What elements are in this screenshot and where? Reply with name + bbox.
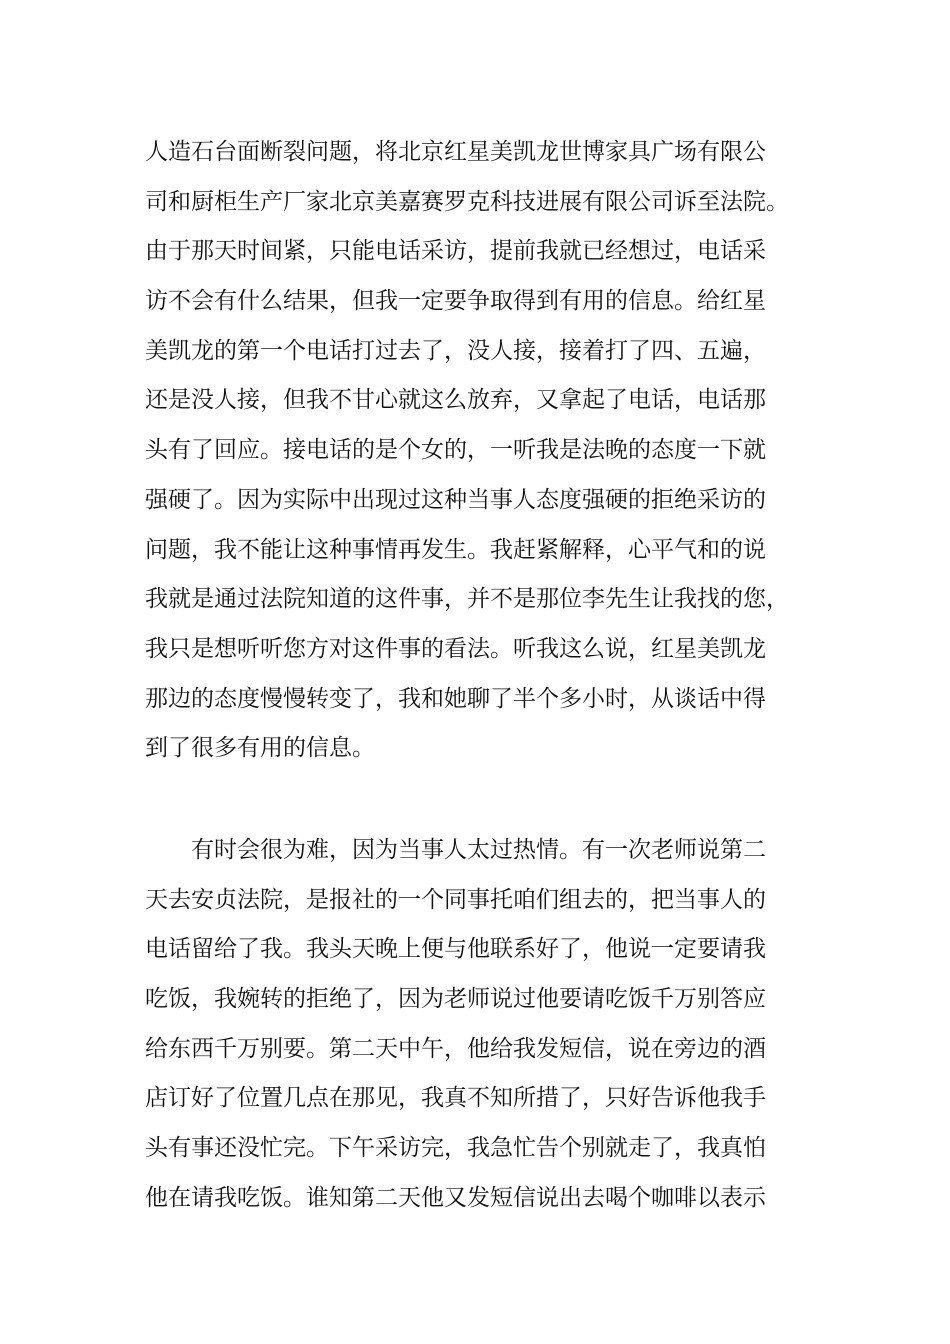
text-line: 头有事还没忙完。下午采访完，我急忙告个别就走了，我真怕 <box>145 1135 766 1162</box>
paragraph-1 <box>145 128 815 774</box>
text-line: 他在请我吃饭。谁知第二天他又发短信说出去喝个咖啡以表示 <box>145 1184 766 1211</box>
text-line: 头有了回应。接电话的是个女的，一听我是法晚的态度一下就 <box>145 437 766 464</box>
text-line: 我只是想听听您方对这件事的看法。听我这么说，红星美凯龙 <box>145 635 766 662</box>
text-line: 由于那天时间紧，只能电话采访，提前我就已经想过，电话采 <box>145 238 766 265</box>
text-line: 到了很多有用的信息。 <box>145 735 375 762</box>
text-line: 店订好了位置几点在那见，我真不知所措了，只好告诉他我手 <box>145 1085 766 1112</box>
text-line: 电话留给了我。我头天晚上便与他联系好了，他说一定要请我 <box>145 936 766 963</box>
text-line: 问题，我不能让这种事情再发生。我赶紧解释，心平气和的说 <box>145 536 766 563</box>
text-line: 还是没人接，但我不甘心就这么放弃，又拿起了电话，电话那 <box>145 387 766 414</box>
text-line: 人造石台面断裂问题，将北京红星美凯龙世博家具广场有限公 <box>145 139 766 165</box>
paragraph-2 <box>145 826 815 1224</box>
text-line: 有时会很为难，因为当事人太过热情。有一次老师说第二 <box>191 837 766 863</box>
text-line: 吃饭，我婉转的拒绝了，因为老师说过他要请吃饭千万别答应 <box>145 986 766 1013</box>
text-line: 访不会有什么结果，但我一定要争取得到有用的信息。给红星 <box>145 288 766 315</box>
text-line: 我就是通过法院知道的这件事，并不是那位李先生让我找的您， <box>145 586 789 613</box>
text-line: 天去安贞法院，是报社的一个同事托咱们组去的，把当事人的 <box>145 886 766 913</box>
text-line: 那边的态度慢慢转变了，我和她聊了半个多小时，从谈话中得 <box>145 685 766 712</box>
text-line: 司和厨柜生产厂家北京美嘉赛罗克科技进展有限公司诉至法院。 <box>145 188 789 215</box>
text-line: 美凯龙的第一个电话打过去了，没人接，接着打了四、五遍， <box>145 337 766 364</box>
text-line: 给东西千万别要。第二天中午，他给我发短信，说在旁边的酒 <box>145 1035 766 1062</box>
text-line: 强硬了。因为实际中出现过这种当事人态度强硬的拒绝采访的 <box>145 486 766 513</box>
